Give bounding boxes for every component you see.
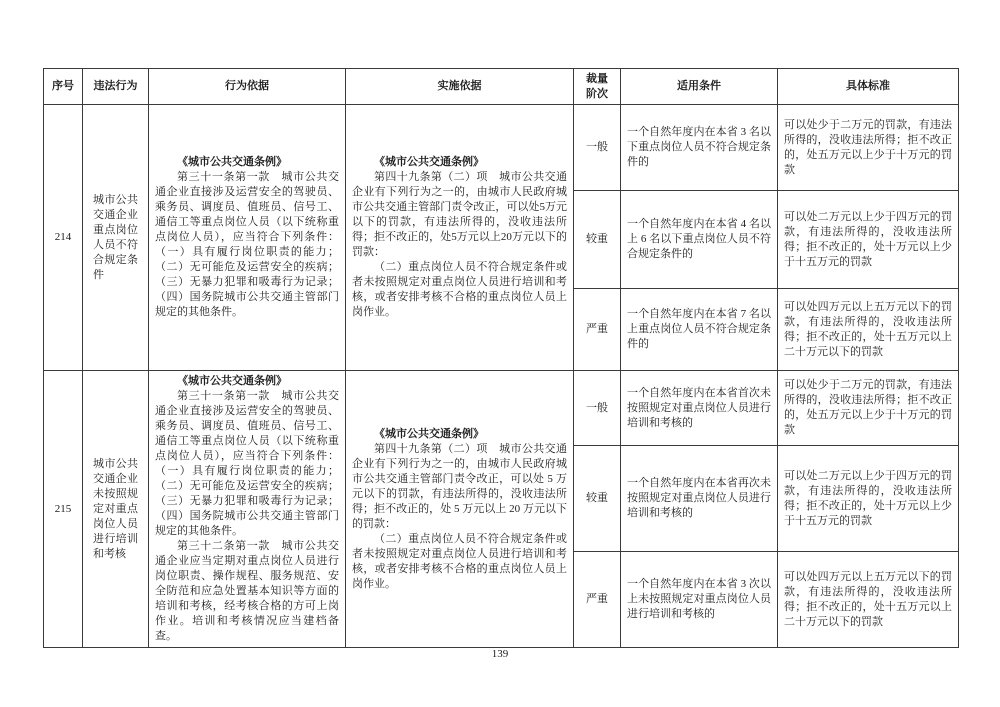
- standard-cell: 可以处二万元以上少于四万元的罚款，有违法所得的，没收违法所得；拒不改正的，处十万元以上少于十五万元的罚款: [778, 446, 959, 552]
- standard-cell: 可以处少于二万元的罚款，有违法所得的，没收违法所得；拒不改正的，处五万元以上少于十万元的罚款: [778, 105, 959, 191]
- law-paragraph: （二）重点岗位人员不符合规定条件或者未按照规定对重点岗位人员进行培训和考核，或者安排考核不合格的重点岗位人员上岗作业。: [352, 532, 567, 590]
- tier-level-cell: 一般: [574, 371, 621, 446]
- tier-level-cell: 较重: [574, 446, 621, 552]
- header-tier-label: 裁量阶次: [586, 72, 608, 100]
- law-title: 《城市公共交通条例》: [374, 156, 484, 168]
- condition-cell: 一个自然年度内在本省 3 名以下重点岗位人员不符合规定条件的: [621, 105, 778, 191]
- condition-cell: 一个自然年度内在本省首次未按照规定对重点岗位人员进行培训和考核的: [621, 371, 778, 446]
- impl-basis-cell: [346, 371, 574, 648]
- tier-level-cell: 严重: [574, 552, 621, 648]
- condition-cell: 一个自然年度内在本省再次未按照规定对重点岗位人员进行培训和考核的: [621, 446, 778, 552]
- condition-cell: 一个自然年度内在本省 3 次以上未按照规定对重点岗位人员进行培训和考核的: [621, 552, 778, 648]
- tier-level-cell: 严重: [574, 289, 621, 371]
- law-paragraph: 第三十一条第一款 城市公共交通企业直接涉及运营安全的驾驶员、乘务员、调度员、值班员、信号工、通信工等重点岗位人员（以下统称重点岗位人员），应当符合下列条件：（一）具有履行岗位职责的能力；（二）无可能危及运营安全的疾病；（三）无暴力犯罪和吸毒行为记录；（四）国务院城市公共交通主管部门规定的其他条件。: [155, 171, 339, 318]
- condition-cell: 一个自然年度内在本省 7 名以上重点岗位人员不符合规定条件的: [621, 289, 778, 371]
- standard-cell: 可以处少于二万元的罚款，有违法所得的，没收违法所得；拒不改正的，处五万元以上少于十万元的罚款: [778, 371, 959, 446]
- condition-cell: 一个自然年度内在本省 4 名以上 6 名以下重点岗位人员不符合规定条件的: [621, 191, 778, 289]
- header-violation: 违法行为: [83, 69, 149, 105]
- header-seq: 序号: [44, 69, 83, 105]
- standard-cell: 可以处四万元以上五万元以下的罚款，有违法所得的，没收违法所得；拒不改正的，处十五万元以上二十万元以下的罚款: [778, 552, 959, 648]
- header-standard: 具体标准: [778, 69, 959, 105]
- header-tier: [574, 69, 621, 105]
- law-title: 《城市公共交通条例》: [177, 156, 287, 168]
- law-title: 《城市公共交通条例》: [177, 375, 287, 387]
- table-row-214-tier-1: [44, 105, 959, 191]
- header-behavior-basis: 行为依据: [149, 69, 346, 105]
- behavior-basis-cell: [149, 371, 346, 648]
- page-number: 139: [491, 648, 509, 660]
- law-paragraph: 第三十一条第一款 城市公共交通企业直接涉及运营安全的驾驶员、乘务员、调度员、值班员、信号工、通信工等重点岗位人员（以下统称重点岗位人员），应当符合下列条件：（一）具有履行岗位职责的能力；（二）无可能危及运营安全的疾病；（三）无暴力犯罪和吸毒行为记录；（四）国务院城市公共交通主管部门规定的其他条件。: [155, 390, 339, 537]
- standard-cell: 可以处二万元以上少于四万元的罚款，有违法所得的，没收违法所得；拒不改正的，处十万元以上少于十五万元的罚款: [778, 191, 959, 289]
- law-paragraph: 第四十九条第（二）项 城市公共交通企业有下列行为之一的，由城市人民政府城市公共交通主管部门责令改正，可以处 5 万元以下的罚款，有违法所得的，没收违法所得；拒不改正的，处 5 万元以上 20 万元以下的罚款：: [352, 442, 567, 530]
- law-title: 《城市公共交通条例》: [374, 427, 484, 440]
- impl-basis-cell: [346, 105, 574, 371]
- law-paragraph: 第四十九条第（二）项 城市公共交通企业有下列行为之一的，由城市人民政府城市公共交通主管部门责令改正，可以处5万元以下的罚款，有违法所得的，没收违法所得；拒不改正的，处5万元以上20万元以下的罚款：: [352, 171, 567, 258]
- violation-cell: 城市公共交通企业重点岗位人员不符合规定条件: [83, 105, 149, 371]
- law-paragraph: （二）重点岗位人员不符合规定条件或者未按照规定对重点岗位人员进行培训和考核，或者安排考核不合格的重点岗位人员上岗作业。: [352, 261, 567, 318]
- law-paragraph: 第三十二条第一款 城市公共交通企业应当定期对重点岗位人员进行岗位职责、操作规程、服务规范、安全防范和应急处置基本知识等方面的培训和考核，经考核合格的方可上岗作业。培训和考核情况应当建档备查。: [155, 540, 339, 642]
- violation-cell: 城市公共交通企业未按照规定对重点岗位人员进行培训和考核: [83, 371, 149, 648]
- regulation-table: [43, 68, 959, 648]
- behavior-basis-cell: [149, 105, 346, 371]
- tier-level-cell: 较重: [574, 191, 621, 289]
- header-condition: 适用条件: [621, 69, 778, 105]
- seq-cell: 214: [44, 105, 83, 371]
- standard-cell: 可以处四万元以上五万元以下的罚款，有违法所得的，没收违法所得；拒不改正的，处十五万元以上二十万元以下的罚款: [778, 289, 959, 371]
- table-row-215-tier-1: [44, 371, 959, 446]
- header-impl-basis: 实施依据: [346, 69, 574, 105]
- tier-level-cell: 一般: [574, 105, 621, 191]
- table-header-row: [44, 69, 959, 105]
- seq-cell: 215: [44, 371, 83, 648]
